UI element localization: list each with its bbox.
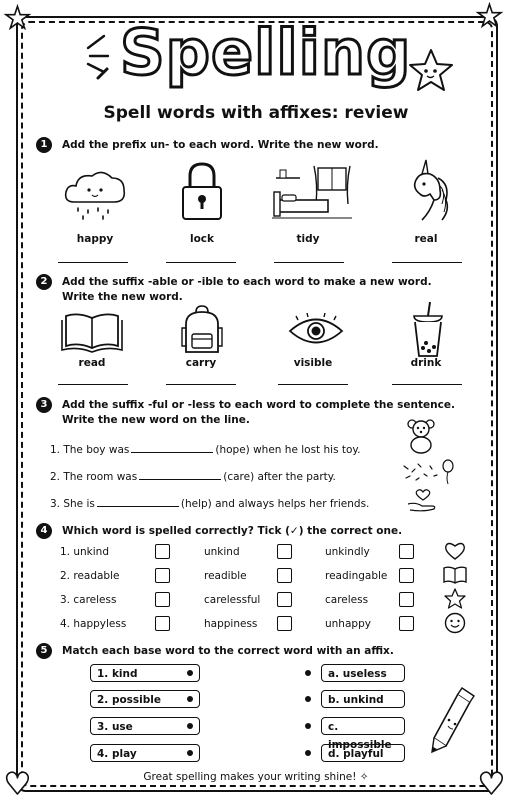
word-label: read <box>78 357 106 369</box>
tick-box[interactable] <box>399 544 414 559</box>
tick-box[interactable] <box>399 568 414 583</box>
answer-line[interactable] <box>392 262 462 263</box>
star-icon <box>408 48 454 94</box>
answer-line[interactable] <box>58 384 128 385</box>
section-instruction: Add the suffix -able or -ible to each word to make a new word. <box>62 276 432 288</box>
match-left-item[interactable]: 1. kind <box>90 664 200 682</box>
tick-box[interactable] <box>155 544 170 559</box>
word-label: visible <box>293 357 333 369</box>
tick-box[interactable] <box>155 568 170 583</box>
match-dot[interactable] <box>187 750 193 756</box>
word-label: happy <box>76 233 114 245</box>
section-number: 4 <box>36 523 52 539</box>
bedroom-icon <box>272 164 352 222</box>
smiley-icon <box>444 612 466 634</box>
page-title: Spelling <box>120 16 412 89</box>
match-right-item[interactable]: d. playful <box>321 744 405 762</box>
bubble-tea-icon <box>410 302 446 358</box>
option-label: happiness <box>204 618 258 630</box>
heart-icon: ♥ <box>4 767 31 802</box>
option-label: 4. happyless <box>60 618 127 630</box>
word-label: lock <box>189 233 215 245</box>
option-label: carelessful <box>204 594 261 606</box>
backpack-icon <box>180 306 224 356</box>
fill-blank[interactable] <box>139 470 221 480</box>
sentence: 3. She is (help) and always helps her friends. <box>50 498 370 510</box>
section-instruction: Add the prefix un- to each word. Write the new word. <box>62 139 379 151</box>
match-dot[interactable] <box>305 670 311 676</box>
heart-icon <box>444 541 466 561</box>
unicorn-icon <box>400 160 452 222</box>
answer-line[interactable] <box>58 262 128 263</box>
tick-box[interactable] <box>155 592 170 607</box>
tick-box[interactable] <box>399 616 414 631</box>
page-subtitle: Spell words with affixes: review <box>103 103 409 123</box>
option-label: 1. unkind <box>60 546 109 558</box>
section-number: 5 <box>36 643 52 659</box>
match-dot[interactable] <box>305 750 311 756</box>
star-icon: ★ <box>4 1 31 36</box>
match-right-item[interactable]: c. impossible <box>321 717 405 735</box>
match-dot[interactable] <box>187 723 193 729</box>
word-label: drink <box>410 357 442 369</box>
tick-box[interactable] <box>277 544 292 559</box>
match-left-item[interactable]: 2. possible <box>90 690 200 708</box>
answer-line[interactable] <box>392 384 462 385</box>
section-instruction: Write the new word. <box>62 291 183 303</box>
section-number: 3 <box>36 397 52 413</box>
tick-box[interactable] <box>277 592 292 607</box>
answer-line[interactable] <box>274 262 344 263</box>
eye-icon <box>288 316 344 346</box>
section-number: 2 <box>36 274 52 290</box>
section-number: 1 <box>36 137 52 153</box>
section-instruction: Match each base word to the correct word with an affix. <box>62 645 394 657</box>
option-label: unkind <box>204 546 240 558</box>
pencil-icon <box>428 690 478 760</box>
answer-line[interactable] <box>166 262 236 263</box>
star-icon <box>444 588 466 610</box>
option-label: 3. careless <box>60 594 117 606</box>
option-label: unhappy <box>325 618 371 630</box>
match-right-item[interactable]: a. useless <box>321 664 405 682</box>
option-label: readingable <box>325 570 388 582</box>
star-icon: ★ <box>476 0 503 34</box>
sentence: 2. The room was (care) after the party. <box>50 471 336 483</box>
word-label: real <box>414 233 438 245</box>
match-dot[interactable] <box>305 723 311 729</box>
answer-line[interactable] <box>278 384 348 385</box>
match-dot[interactable] <box>187 670 193 676</box>
confetti-icon <box>402 458 456 484</box>
teddy-bear-icon <box>404 418 438 454</box>
match-left-item[interactable]: 4. play <box>90 744 200 762</box>
pencil-icon <box>96 66 110 80</box>
sparkle-icon: ✧ <box>359 771 369 783</box>
book-icon <box>442 565 468 585</box>
sentence: 1. The boy was (hope) when he lost his toy. <box>50 444 361 456</box>
tick-box[interactable] <box>277 616 292 631</box>
section-instruction: Add the suffix -ful or -less to each word to complete the sentence. <box>62 399 455 411</box>
section-instruction: Write the new word on the line. <box>62 414 250 426</box>
option-label: unkindly <box>325 546 370 558</box>
word-label: carry <box>185 357 217 369</box>
cloud-icon <box>62 166 128 222</box>
tick-box[interactable] <box>399 592 414 607</box>
word-label: tidy <box>296 233 320 245</box>
answer-line[interactable] <box>166 384 236 385</box>
match-right-item[interactable]: b. unkind <box>321 690 405 708</box>
tick-box[interactable] <box>277 568 292 583</box>
footer-message: Great spelling makes your writing shine! ✧ <box>143 771 369 783</box>
tick-box[interactable] <box>155 616 170 631</box>
hand-heart-icon <box>406 488 440 512</box>
fill-blank[interactable] <box>131 443 213 453</box>
match-dot[interactable] <box>187 696 193 702</box>
padlock-icon <box>180 162 224 222</box>
option-label: 2. readable <box>60 570 120 582</box>
match-dot[interactable] <box>305 696 311 702</box>
option-label: careless <box>325 594 369 606</box>
book-icon <box>62 310 122 352</box>
section-instruction: Which word is spelled correctly? Tick (✓) the correct one. <box>62 525 403 537</box>
heart-icon: ♥ <box>478 767 505 802</box>
fill-blank[interactable] <box>97 497 179 507</box>
option-label: readible <box>204 570 247 582</box>
match-left-item[interactable]: 3. use <box>90 717 200 735</box>
